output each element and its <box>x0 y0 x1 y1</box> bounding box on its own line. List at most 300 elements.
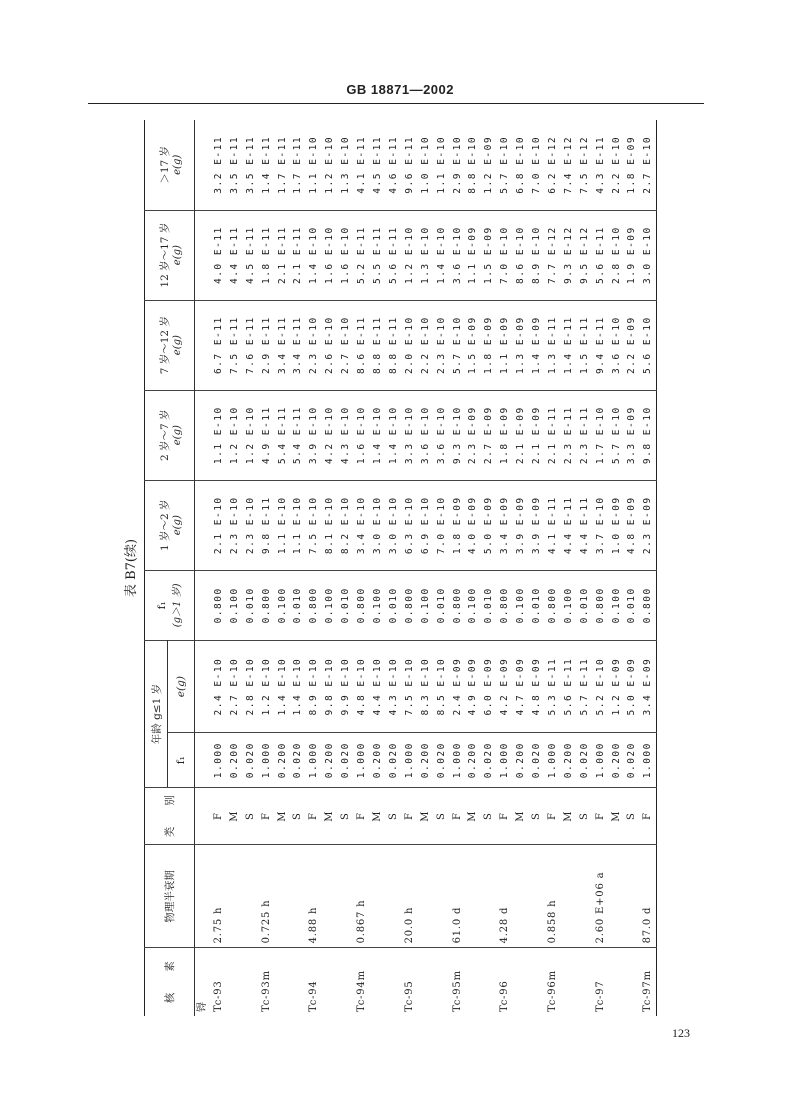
cell-nuclide: Tc-94 <box>306 948 322 1016</box>
cell-f1-older: 0.010 <box>624 570 640 640</box>
cell-half-life: 0.858 h <box>545 845 561 948</box>
cell-half-life <box>386 845 402 948</box>
cell-nuclide <box>465 948 481 1016</box>
cell-f1-older: 0.800 <box>593 570 609 640</box>
cell-eg-17: 1.3 E-10 <box>340 135 352 194</box>
cell-f1: 0.200 <box>609 733 625 788</box>
cell-f1: 1.000 <box>450 733 466 788</box>
cell-eg-12-17: 5.6 E-11 <box>386 210 402 300</box>
table-row <box>354 120 370 1016</box>
cell-nuclide <box>290 948 306 1016</box>
cell-f1-older: 0.100 <box>465 570 481 640</box>
cell-eg-2-7: 1.4 E-10 <box>386 390 402 480</box>
cell-eg: 1.2 E-10 <box>259 641 275 733</box>
cell-nuclide: Tc-97 <box>593 948 609 1016</box>
cell-nuclide: Tc-96m <box>545 948 561 1016</box>
cell-f1: 1.000 <box>497 733 513 788</box>
cell-eg-12-17: 8.9 E-10 <box>529 210 545 300</box>
cell-eg-17: 1.2 E-10 <box>324 135 336 194</box>
cell-eg-17: 7.5 E-12 <box>578 135 590 194</box>
cell-category: M <box>227 788 243 845</box>
cell-category: M <box>465 788 481 845</box>
cell-eg-12-17: 1.4 E-10 <box>306 210 322 300</box>
cell-eg-12-17: 2.1 E-11 <box>275 210 291 300</box>
cell-f1-older: 0.800 <box>640 570 656 640</box>
cell-f1: 0.020 <box>338 733 354 788</box>
cell-half-life: 0.725 h <box>259 845 275 948</box>
table-row <box>275 120 291 1016</box>
table-row <box>529 120 545 1016</box>
cell-nuclide <box>513 948 529 1016</box>
cell-nuclide: Tc-94m <box>354 948 370 1016</box>
cell-eg-7-12: 8.8 E-11 <box>370 300 386 390</box>
cell-f1: 0.200 <box>418 733 434 788</box>
cell-eg: 8.9 E-10 <box>306 641 322 733</box>
cell-eg-12-17: 3.6 E-10 <box>450 210 466 300</box>
cell-half-life <box>227 845 243 948</box>
cell-category: F <box>354 788 370 845</box>
table-row <box>211 120 227 1016</box>
cell-half-life <box>290 845 306 948</box>
cell-eg-17: 3.2 E-11 <box>212 135 224 194</box>
cell-eg: 4.3 E-10 <box>386 641 402 733</box>
cell-half-life: 0.867 h <box>354 845 370 948</box>
cell-eg: 5.6 E-11 <box>561 641 577 733</box>
cell-eg-17: 3.5 E-11 <box>228 135 240 194</box>
cell-nuclide <box>561 948 577 1016</box>
cell-f1: 0.200 <box>561 733 577 788</box>
cell-f1-older: 0.010 <box>481 570 497 640</box>
cell-eg-1-2: 4.1 E-11 <box>545 480 561 570</box>
cell-half-life: 2.75 h <box>211 845 227 948</box>
cell-eg-12-17: 7.0 E-10 <box>497 210 513 300</box>
cell-category: F <box>497 788 513 845</box>
cell-category: S <box>338 788 354 845</box>
cell-eg-17: 1.1 E-10 <box>308 135 320 194</box>
table-row <box>402 120 418 1016</box>
cell-category: F <box>593 788 609 845</box>
cell-f1: 0.020 <box>481 733 497 788</box>
cell-f1-older: 0.100 <box>609 570 625 640</box>
cell-eg: 4.8 E-10 <box>354 641 370 733</box>
cell-eg: 2.4 E-09 <box>450 641 466 733</box>
cell-eg-1-2: 1.1 E-10 <box>275 480 291 570</box>
cell-eg-17: 5.7 E-10 <box>499 135 511 194</box>
cell-eg-17: 8.8 E-10 <box>467 135 479 194</box>
cell-eg: 4.8 E-09 <box>529 641 545 733</box>
cell-category: M <box>561 788 577 845</box>
cell-eg: 3.4 E-09 <box>640 641 656 733</box>
header-f1-older-sub: (g＞1 岁) <box>172 583 183 628</box>
table-row <box>497 120 513 1016</box>
cell-nuclide <box>386 948 402 1016</box>
cell-eg-7-12: 5.7 E-10 <box>450 300 466 390</box>
header-eg-2: e(g) <box>171 425 183 446</box>
table-row <box>338 120 354 1016</box>
cell-eg-12-17: 1.5 E-09 <box>481 210 497 300</box>
cell-eg: 4.9 E-09 <box>465 641 481 733</box>
cell-f1-older: 0.800 <box>259 570 275 640</box>
header-f1: f₁ <box>168 733 195 788</box>
cell-eg-12-17: 5.6 E-11 <box>593 210 609 300</box>
header-eg-1: e(g) <box>171 515 183 536</box>
cell-category: S <box>481 788 497 845</box>
cell-f1-older: 0.800 <box>354 570 370 640</box>
cell-eg: 5.2 E-10 <box>593 641 609 733</box>
cell-category: S <box>529 788 545 845</box>
cell-eg-7-12: 2.0 E-10 <box>402 300 418 390</box>
cell-category: S <box>434 788 450 845</box>
cell-eg-1-2: 7.0 E-10 <box>434 480 450 570</box>
cell-f1-older: 0.800 <box>402 570 418 640</box>
cell-eg-7-12: 9.4 E-11 <box>593 300 609 390</box>
cell-f1-older: 0.010 <box>243 570 259 640</box>
cell-eg-17: 7.4 E-12 <box>562 135 574 194</box>
table-row <box>386 120 402 1016</box>
cell-eg-1-2: 3.4 E-10 <box>354 480 370 570</box>
cell-eg-2-7: 1.2 E-10 <box>227 390 243 480</box>
cell-nuclide: Tc-95m <box>450 948 466 1016</box>
cell-category: F <box>450 788 466 845</box>
cell-eg-2-7: 2.1 E-09 <box>529 390 545 480</box>
cell-eg-12-17: 3.0 E-10 <box>640 210 656 300</box>
cell-f1: 1.000 <box>545 733 561 788</box>
cell-nuclide: Tc-93 <box>211 948 227 1016</box>
cell-eg: 7.5 E-10 <box>402 641 418 733</box>
cell-eg-17: 4.3 E-11 <box>594 135 606 194</box>
cell-eg-1-2: 3.7 E-10 <box>593 480 609 570</box>
cell-half-life <box>465 845 481 948</box>
cell-eg-2-7: 5.4 E-11 <box>290 390 306 480</box>
cell-category: S <box>577 788 593 845</box>
cell-f1: 0.020 <box>386 733 402 788</box>
cell-nuclide <box>275 948 291 1016</box>
cell-eg-1-2: 4.8 E-09 <box>624 480 640 570</box>
cell-eg-2-7: 2.3 E-09 <box>465 390 481 480</box>
element-row <box>195 120 211 1016</box>
cell-eg-12-17: 1.6 E-10 <box>322 210 338 300</box>
cell-eg-17: 2.2 E-10 <box>610 135 622 194</box>
cell-eg-7-12: 2.7 E-10 <box>338 300 354 390</box>
cell-eg-1-2: 4.4 E-11 <box>577 480 593 570</box>
cell-f1-older: 0.800 <box>545 570 561 640</box>
cell-f1-older: 0.010 <box>577 570 593 640</box>
cell-eg: 1.4 E-10 <box>275 641 291 733</box>
cell-f1-older: 0.100 <box>227 570 243 640</box>
cell-eg-1-2: 3.9 E-09 <box>513 480 529 570</box>
cell-eg-2-7: 3.3 E-10 <box>402 390 418 480</box>
table-body <box>195 120 657 1016</box>
cell-f1: 0.200 <box>275 733 291 788</box>
header-age-1-2 <box>145 480 195 570</box>
cell-eg-2-7: 1.8 E-09 <box>497 390 513 480</box>
cell-eg-7-12: 2.6 E-10 <box>322 300 338 390</box>
cell-eg: 5.3 E-11 <box>545 641 561 733</box>
cell-category: M <box>609 788 625 845</box>
cell-eg-1-2: 2.3 E-10 <box>243 480 259 570</box>
table-row <box>259 120 275 1016</box>
cell-half-life <box>624 845 640 948</box>
table-row <box>561 120 577 1016</box>
cell-eg-17: 1.7 E-11 <box>292 135 304 194</box>
cell-f1-older: 0.100 <box>275 570 291 640</box>
cell-eg-7-12: 7.6 E-11 <box>243 300 259 390</box>
header-nuclide: 核 素 <box>145 948 195 1016</box>
cell-eg-7-12: 7.5 E-11 <box>227 300 243 390</box>
cell-eg-7-12: 1.1 E-09 <box>497 300 513 390</box>
cell-eg: 4.4 E-10 <box>370 641 386 733</box>
cell-eg: 5.0 E-09 <box>624 641 640 733</box>
cell-eg-12-17: 4.5 E-11 <box>243 210 259 300</box>
cell-eg-2-7: 9.3 E-10 <box>450 390 466 480</box>
cell-eg-2-7: 2.7 E-09 <box>481 390 497 480</box>
cell-eg-7-12: 1.5 E-11 <box>577 300 593 390</box>
header-eg: e(g) <box>168 641 195 733</box>
cell-nuclide <box>418 948 434 1016</box>
header-half-life: 物理半衰期 <box>145 845 195 948</box>
cell-half-life <box>275 845 291 948</box>
cell-eg-1-2: 4.4 E-11 <box>561 480 577 570</box>
table-row <box>370 120 386 1016</box>
cell-f1: 0.020 <box>434 733 450 788</box>
cell-eg: 8.3 E-10 <box>418 641 434 733</box>
cell-eg-2-7: 1.6 E-10 <box>354 390 370 480</box>
cell-eg-1-2: 2.3 E-09 <box>640 480 656 570</box>
cell-nuclide: Tc-97m <box>640 948 656 1016</box>
cell-f1: 1.000 <box>402 733 418 788</box>
cell-nuclide <box>243 948 259 1016</box>
cell-eg-7-12: 1.3 E-11 <box>545 300 561 390</box>
cell-eg-17: 1.8 E-09 <box>626 135 638 194</box>
cell-eg-17: 1.2 E-09 <box>483 135 495 194</box>
cell-eg-12-17: 4.0 E-11 <box>211 210 227 300</box>
cell-eg-7-12: 1.5 E-09 <box>465 300 481 390</box>
page-number: 123 <box>672 1026 690 1040</box>
cell-f1-older: 0.010 <box>338 570 354 640</box>
cell-nuclide: Tc-96 <box>497 948 513 1016</box>
cell-eg-1-2: 1.8 E-09 <box>450 480 466 570</box>
cell-category: M <box>418 788 434 845</box>
header-age-12-17-label: 12 岁～17 岁 <box>158 222 171 288</box>
table-row <box>577 120 593 1016</box>
cell-eg-17: 2.9 E-10 <box>451 135 463 194</box>
cell-eg-2-7: 5.4 E-11 <box>275 390 291 480</box>
table-row <box>640 120 656 1016</box>
cell-eg-2-7: 3.6 E-10 <box>434 390 450 480</box>
cell-f1-older: 0.800 <box>497 570 513 640</box>
cell-eg-17: 3.5 E-11 <box>244 135 256 194</box>
cell-eg-2-7: 1.4 E-10 <box>370 390 386 480</box>
table-row <box>434 120 450 1016</box>
cell-half-life: 4.28 d <box>497 845 513 948</box>
cell-f1-older: 0.010 <box>386 570 402 640</box>
cell-eg-2-7: 2.1 E-11 <box>545 390 561 480</box>
cell-nuclide <box>227 948 243 1016</box>
cell-f1-older: 0.100 <box>513 570 529 640</box>
cell-eg-12-17: 2.8 E-10 <box>609 210 625 300</box>
cell-category: M <box>275 788 291 845</box>
header-age-17-label: ＞17 岁 <box>158 145 171 184</box>
cell-eg: 2.7 E-10 <box>227 641 243 733</box>
cell-eg-12-17: 1.8 E-11 <box>259 210 275 300</box>
cell-eg-7-12: 2.3 E-10 <box>434 300 450 390</box>
cell-eg-1-2: 9.8 E-11 <box>259 480 275 570</box>
cell-f1: 1.000 <box>211 733 227 788</box>
cell-eg-17: 2.7 E-10 <box>642 135 654 194</box>
cell-eg-1-2: 1.1 E-10 <box>290 480 306 570</box>
header-rule <box>88 103 704 104</box>
cell-eg-1-2: 3.4 E-09 <box>497 480 513 570</box>
cell-eg-17: 1.4 E-11 <box>260 135 272 194</box>
cell-eg-12-17: 9.3 E-12 <box>561 210 577 300</box>
table-row <box>465 120 481 1016</box>
cell-eg-1-2: 2.1 E-10 <box>211 480 227 570</box>
cell-eg-7-12: 2.2 E-09 <box>624 300 640 390</box>
cell-category: F <box>545 788 561 845</box>
cell-eg-17: 4.1 E-11 <box>356 135 368 194</box>
cell-f1-older: 0.100 <box>370 570 386 640</box>
cell-f1-older: 0.100 <box>418 570 434 640</box>
cell-nuclide <box>338 948 354 1016</box>
cell-eg-2-7: 3.3 E-09 <box>624 390 640 480</box>
header-age-7-12-label: 7 岁～12 岁 <box>158 316 171 375</box>
cell-category: S <box>624 788 640 845</box>
cell-half-life <box>338 845 354 948</box>
cell-nuclide <box>370 948 386 1016</box>
cell-nuclide <box>322 948 338 1016</box>
table-row <box>227 120 243 1016</box>
cell-eg-7-12: 1.4 E-11 <box>561 300 577 390</box>
table-row <box>243 120 259 1016</box>
cell-eg-2-7: 3.6 E-10 <box>418 390 434 480</box>
cell-eg-17: 6.2 E-12 <box>546 135 558 194</box>
table-row <box>593 120 609 1016</box>
cell-category: M <box>322 788 338 845</box>
cell-f1: 1.000 <box>640 733 656 788</box>
cell-half-life <box>481 845 497 948</box>
cell-eg-7-12: 2.2 E-10 <box>418 300 434 390</box>
cell-half-life: 20.0 h <box>402 845 418 948</box>
header-eg-3: e(g) <box>171 335 183 356</box>
table-row <box>418 120 434 1016</box>
cell-f1: 1.000 <box>306 733 322 788</box>
cell-half-life <box>609 845 625 948</box>
cell-eg-17: 4.6 E-11 <box>387 135 399 194</box>
cell-eg-12-17: 2.1 E-11 <box>290 210 306 300</box>
cell-eg-1-2: 8.1 E-10 <box>322 480 338 570</box>
cell-half-life <box>561 845 577 948</box>
cell-nuclide <box>529 948 545 1016</box>
cell-nuclide <box>609 948 625 1016</box>
cell-eg: 9.8 E-10 <box>322 641 338 733</box>
cell-half-life: 87.0 d <box>640 845 656 948</box>
cell-eg: 6.0 E-09 <box>481 641 497 733</box>
cell-eg-2-7: 4.2 E-10 <box>322 390 338 480</box>
header-age-12-17 <box>145 210 195 300</box>
cell-f1: 0.020 <box>243 733 259 788</box>
header-age-2-7 <box>145 390 195 480</box>
cell-half-life <box>513 845 529 948</box>
cell-eg-12-17: 1.4 E-10 <box>434 210 450 300</box>
cell-f1: 0.200 <box>370 733 386 788</box>
cell-eg-2-7: 5.7 E-10 <box>609 390 625 480</box>
header-age-17 <box>145 120 195 210</box>
cell-eg-1-2: 4.0 E-09 <box>465 480 481 570</box>
page-header <box>0 82 794 102</box>
cell-eg-12-17: 7.7 E-12 <box>545 210 561 300</box>
cell-eg-1-2: 3.9 E-09 <box>529 480 545 570</box>
cell-eg-7-12: 3.6 E-10 <box>609 300 625 390</box>
cell-eg: 9.9 E-10 <box>338 641 354 733</box>
cell-eg-12-17: 1.9 E-09 <box>624 210 640 300</box>
cell-nuclide <box>624 948 640 1016</box>
cell-category: F <box>259 788 275 845</box>
cell-eg-7-12: 3.4 E-11 <box>275 300 291 390</box>
cell-half-life <box>434 845 450 948</box>
cell-eg-17: 1.0 E-10 <box>419 135 431 194</box>
cell-half-life: 61.0 d <box>450 845 466 948</box>
cell-half-life <box>322 845 338 948</box>
cell-category: S <box>243 788 259 845</box>
cell-f1-older: 0.100 <box>322 570 338 640</box>
cell-category: F <box>402 788 418 845</box>
cell-eg-2-7: 2.3 E-11 <box>577 390 593 480</box>
cell-category: F <box>306 788 322 845</box>
cell-eg-12-17: 9.5 E-12 <box>577 210 593 300</box>
cell-f1: 0.020 <box>624 733 640 788</box>
cell-eg-12-17: 5.2 E-11 <box>354 210 370 300</box>
table-row <box>481 120 497 1016</box>
cell-eg-7-12: 1.3 E-09 <box>513 300 529 390</box>
cell-eg: 8.5 E-10 <box>434 641 450 733</box>
cell-half-life: 4.88 h <box>306 845 322 948</box>
cell-nuclide <box>434 948 450 1016</box>
cell-eg-17: 7.0 E-10 <box>531 135 543 194</box>
cell-category: M <box>513 788 529 845</box>
cell-nuclide <box>481 948 497 1016</box>
table-row <box>322 120 338 1016</box>
cell-eg-12-17: 1.1 E-09 <box>465 210 481 300</box>
cell-eg-17: 4.5 E-11 <box>371 135 383 194</box>
cell-eg-2-7: 4.3 E-10 <box>338 390 354 480</box>
cell-f1: 0.020 <box>290 733 306 788</box>
cell-f1-older: 0.800 <box>450 570 466 640</box>
cell-eg-2-7: 4.9 E-11 <box>259 390 275 480</box>
cell-f1-older: 0.010 <box>434 570 450 640</box>
cell-eg-12-17: 4.4 E-11 <box>227 210 243 300</box>
cell-eg-2-7: 1.2 E-10 <box>243 390 259 480</box>
cell-f1: 0.200 <box>513 733 529 788</box>
cell-eg-7-12: 6.7 E-11 <box>211 300 227 390</box>
cell-eg: 1.2 E-09 <box>609 641 625 733</box>
cell-f1: 0.200 <box>322 733 338 788</box>
cell-half-life <box>243 845 259 948</box>
cell-eg-1-2: 2.3 E-10 <box>227 480 243 570</box>
cell-category: F <box>640 788 656 845</box>
table-row <box>624 120 640 1016</box>
cell-eg-2-7: 9.8 E-10 <box>640 390 656 480</box>
cell-eg-7-12: 1.8 E-09 <box>481 300 497 390</box>
cell-category: M <box>370 788 386 845</box>
cell-eg-12-17: 8.6 E-10 <box>513 210 529 300</box>
table-row <box>513 120 529 1016</box>
cell-eg-12-17: 1.3 E-10 <box>418 210 434 300</box>
cell-f1-older: 0.010 <box>290 570 306 640</box>
cell-eg: 5.7 E-11 <box>577 641 593 733</box>
cell-eg-17: 1.1 E-10 <box>435 135 447 194</box>
cell-f1-older: 0.800 <box>306 570 322 640</box>
cell-f1-older: 0.100 <box>561 570 577 640</box>
